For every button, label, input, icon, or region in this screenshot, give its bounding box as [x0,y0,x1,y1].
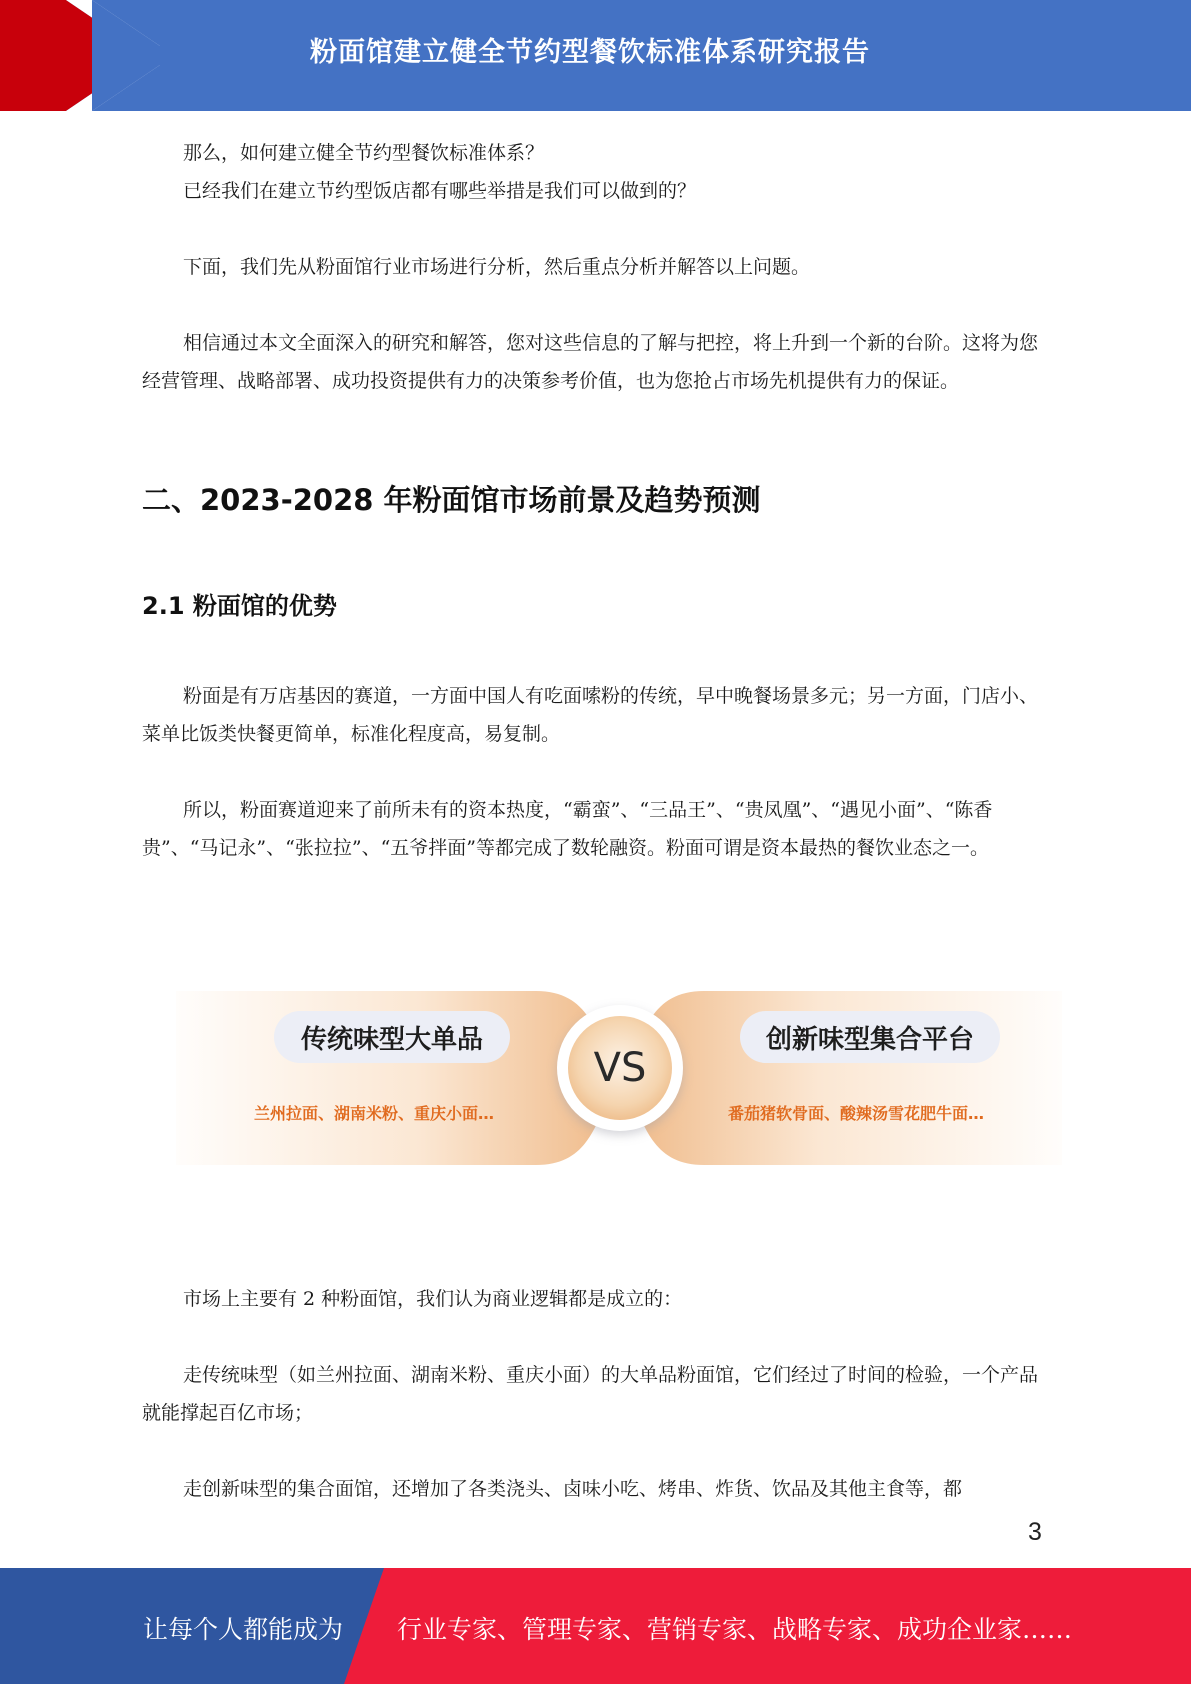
footer-slogan-left: 让每个人都能成为 [143,1615,344,1644]
page-footer [0,1568,1191,1684]
section-heading: 二、2023-2028 年粉面馆市场前景及趋势预测 [142,483,761,517]
page-header [0,0,1191,111]
paragraph-advantages: 粉面是有万店基因的赛道，一方面中国人有吃面嗦粉的传统，早中晚餐场景多元；另一方面，门店小、菜单比饭类快餐更简单，标准化程度高，易复制。 [142,685,1039,745]
paragraph-innovative-type: 走创新味型的集合面馆，还增加了各类浇头、卤味小吃、烤串、炸货、饮品及其他主食等，都 [183,1478,963,1500]
subsection-heading: 2.1 粉面馆的优势 [142,592,337,620]
traditional-flavor-title: 传统味型大单品 [274,1011,510,1063]
header-title: 粉面馆建立健全节约型餐饮标准体系研究报告 [310,37,870,68]
paragraph-two-types: 市场上主要有 2 种粉面馆，我们认为商业逻辑都是成立的： [183,1288,683,1310]
page-number: 3 [1028,1518,1042,1546]
paragraph-analysis-intro: 下面，我们先从粉面馆行业市场进行分析，然后重点分析并解答以上问题。 [183,256,811,278]
vs-badge: VS [568,1016,672,1120]
paragraph-question-2: 已经我们在建立节约型饭店都有哪些举措是我们可以做到的？ [183,180,697,202]
innovative-flavor-title: 创新味型集合平台 [740,1011,1000,1063]
comparison-graphic [176,985,1062,1171]
innovative-flavor-examples: 番茄猪软骨面、酸辣汤雪花肥牛面… [728,1104,985,1123]
paragraph-traditional-type: 走传统味型（如兰州拉面、湖南米粉、重庆小面）的大单品粉面馆，它们经过了时间的检验，一个产品就能撑起百亿市场； [142,1364,1039,1424]
paragraph-question-1: 那么，如何建立健全节约型餐饮标准体系？ [183,142,545,164]
paragraph-value-statement: 相信通过本文全面深入的研究和解答，您对这些信息的了解与把控，将上升到一个新的台阶。这将为您经营管理、战略部署、成功投资提供有力的决策参考价值，也为您抢占市场先机提供有力的保证。 [142,332,1039,392]
footer-slogan-right: 行业专家、管理专家、营销专家、战略专家、成功企业家…… [397,1615,1073,1644]
paragraph-capital-heat: 所以，粉面赛道迎来了前所未有的资本热度，“霸蛮”、“三品王”、“贵凤凰”、“遇见小面”、“陈香贵”、“马记永”、“张拉拉”、“五爷拌面”等都完成了数轮融资。粉面可谓是资本最热的餐饮业态之一。 [142,799,993,859]
traditional-flavor-examples: 兰州拉面、湖南米粉、重庆小面… [254,1104,495,1123]
red-arrow-icon [0,0,160,111]
